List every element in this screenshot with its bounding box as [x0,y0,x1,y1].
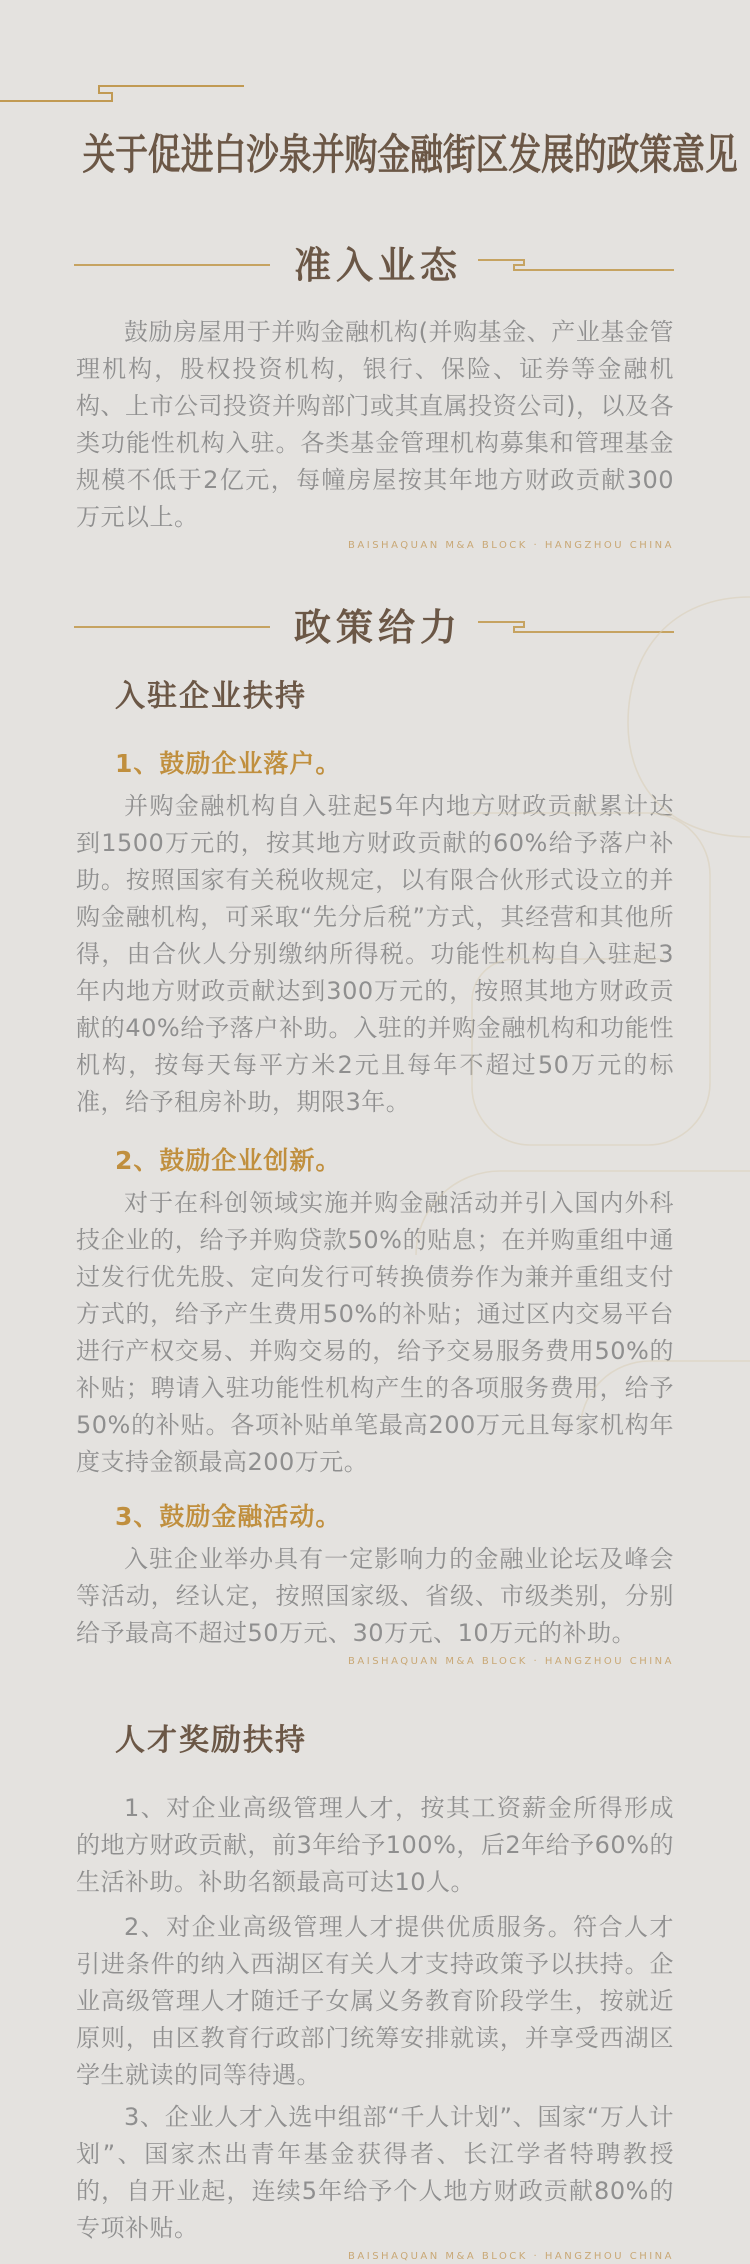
header-line-left [74,626,270,628]
talent-paragraph-2: 2、对企业高级管理人才提供优质服务。符合人才引进条件的纳入西湖区有关人才支持政策予以扶持。企业高级管理人才随迁子女属义务教育阶段学生，按就近原则，由区教育行政部门统筹安排就读，并享受西湖区学生就读的同等待遇。 [76,1913,674,2089]
item-title-settle: 1、鼓励企业落户。 [115,749,342,778]
talent-paragraph-3: 3、企业人才入选中组部“千人计划”、国家“万人计划”、国家杰出青年基金获得者、长江学者特聘教授的，自开业起，连续5年给予个人地方财政贡献80%的专项补贴。 [76,2103,674,2242]
section-header-access [0,240,750,290]
talent-paragraph-1: 1、对企业高级管理人才，按其工资薪金所得形成的地方财政贡献，前3年给予100%，后2年给予60%的生活补助。补助名额最高可达10人。 [76,1794,674,1896]
header-meander-right-icon [476,255,676,275]
page-title: 关于促进白沙泉并购金融街区发展的政策意见 [82,130,738,179]
watermark-text: BAISHAQUAN M&A BLOCK · HANGZHOU CHINA [348,2251,674,2262]
item-title-innovation: 2、鼓励企业创新。 [115,1146,342,1175]
talent-section [0,1724,750,2247]
item-body-finance-activity: 入驻企业举办具有一定影响力的金融业论坛及峰会等活动，经认定，按照国家级、省级、市级类别，分别给予最高不超过50万元、30万元、10万元的补助。 [76,1545,674,1647]
section-header-policy [0,602,750,652]
subsection-title-enterprise-support: 入驻企业扶持 [115,679,307,714]
header-line-left [74,264,270,266]
item-body-settle: 并购金融机构自入驻起5年内地方财政贡献累计达到1500万元的，按其地方财政贡献的60%给予落户补助。按照国家有关税收规定，以有限合伙形式设立的并购金融机构，可采取“先分后税”方式，其经营和其他所得，由合伙人分别缴纳所得税。功能性机构自入驻起3年内地方财政贡献达到300万元的，按照其地方财政贡献的40%给予落户补助。入驻的并购金融机构和功能性机构，按每天每平方米2元且每年不超过50万元的标准，给予租房补助，期限3年。 [76,792,674,1116]
section-title-policy: 政策给力 [294,605,462,649]
item-body-innovation: 对于在科创领域实施并购金融活动并引入国内外科技企业的，给予并购贷款50%的贴息；在并购重组中通过发行优先股、定向发行可转换债券作为兼并重组支付方式的，给予产生费用50%的补贴；通过区内交易平台进行产权交易、并购交易的，给予交易服务费用50%的补贴；聘请入驻功能性机构产生的各项服务费用，给予50%的补贴。各项补贴单笔最高200万元且每家机构年度支持金额最高200万元。 [76,1189,674,1476]
watermark-text: BAISHAQUAN M&A BLOCK · HANGZHOU CHINA [348,540,674,551]
watermark-text: BAISHAQUAN M&A BLOCK · HANGZHOU CHINA [348,1656,674,1667]
header-meander-right-icon [476,617,676,637]
access-paragraph: 鼓励房屋用于并购金融机构(并购基金、产业基金管理机构，股权投资机构，银行、保险、证券等金融机构、上市公司投资并购部门或其直属投资公司)，以及各类功能性机构入驻。各类基金管理机构募集和管理基金规模不低于2亿元，每幢房屋按其年地方财政贡献300万元以上。 [76,318,674,531]
item-title-finance-activity: 3、鼓励金融活动。 [115,1502,342,1531]
section-title-access: 准入业态 [294,243,462,287]
subsection-title-talent-support: 人才奖励扶持 [115,1723,307,1758]
